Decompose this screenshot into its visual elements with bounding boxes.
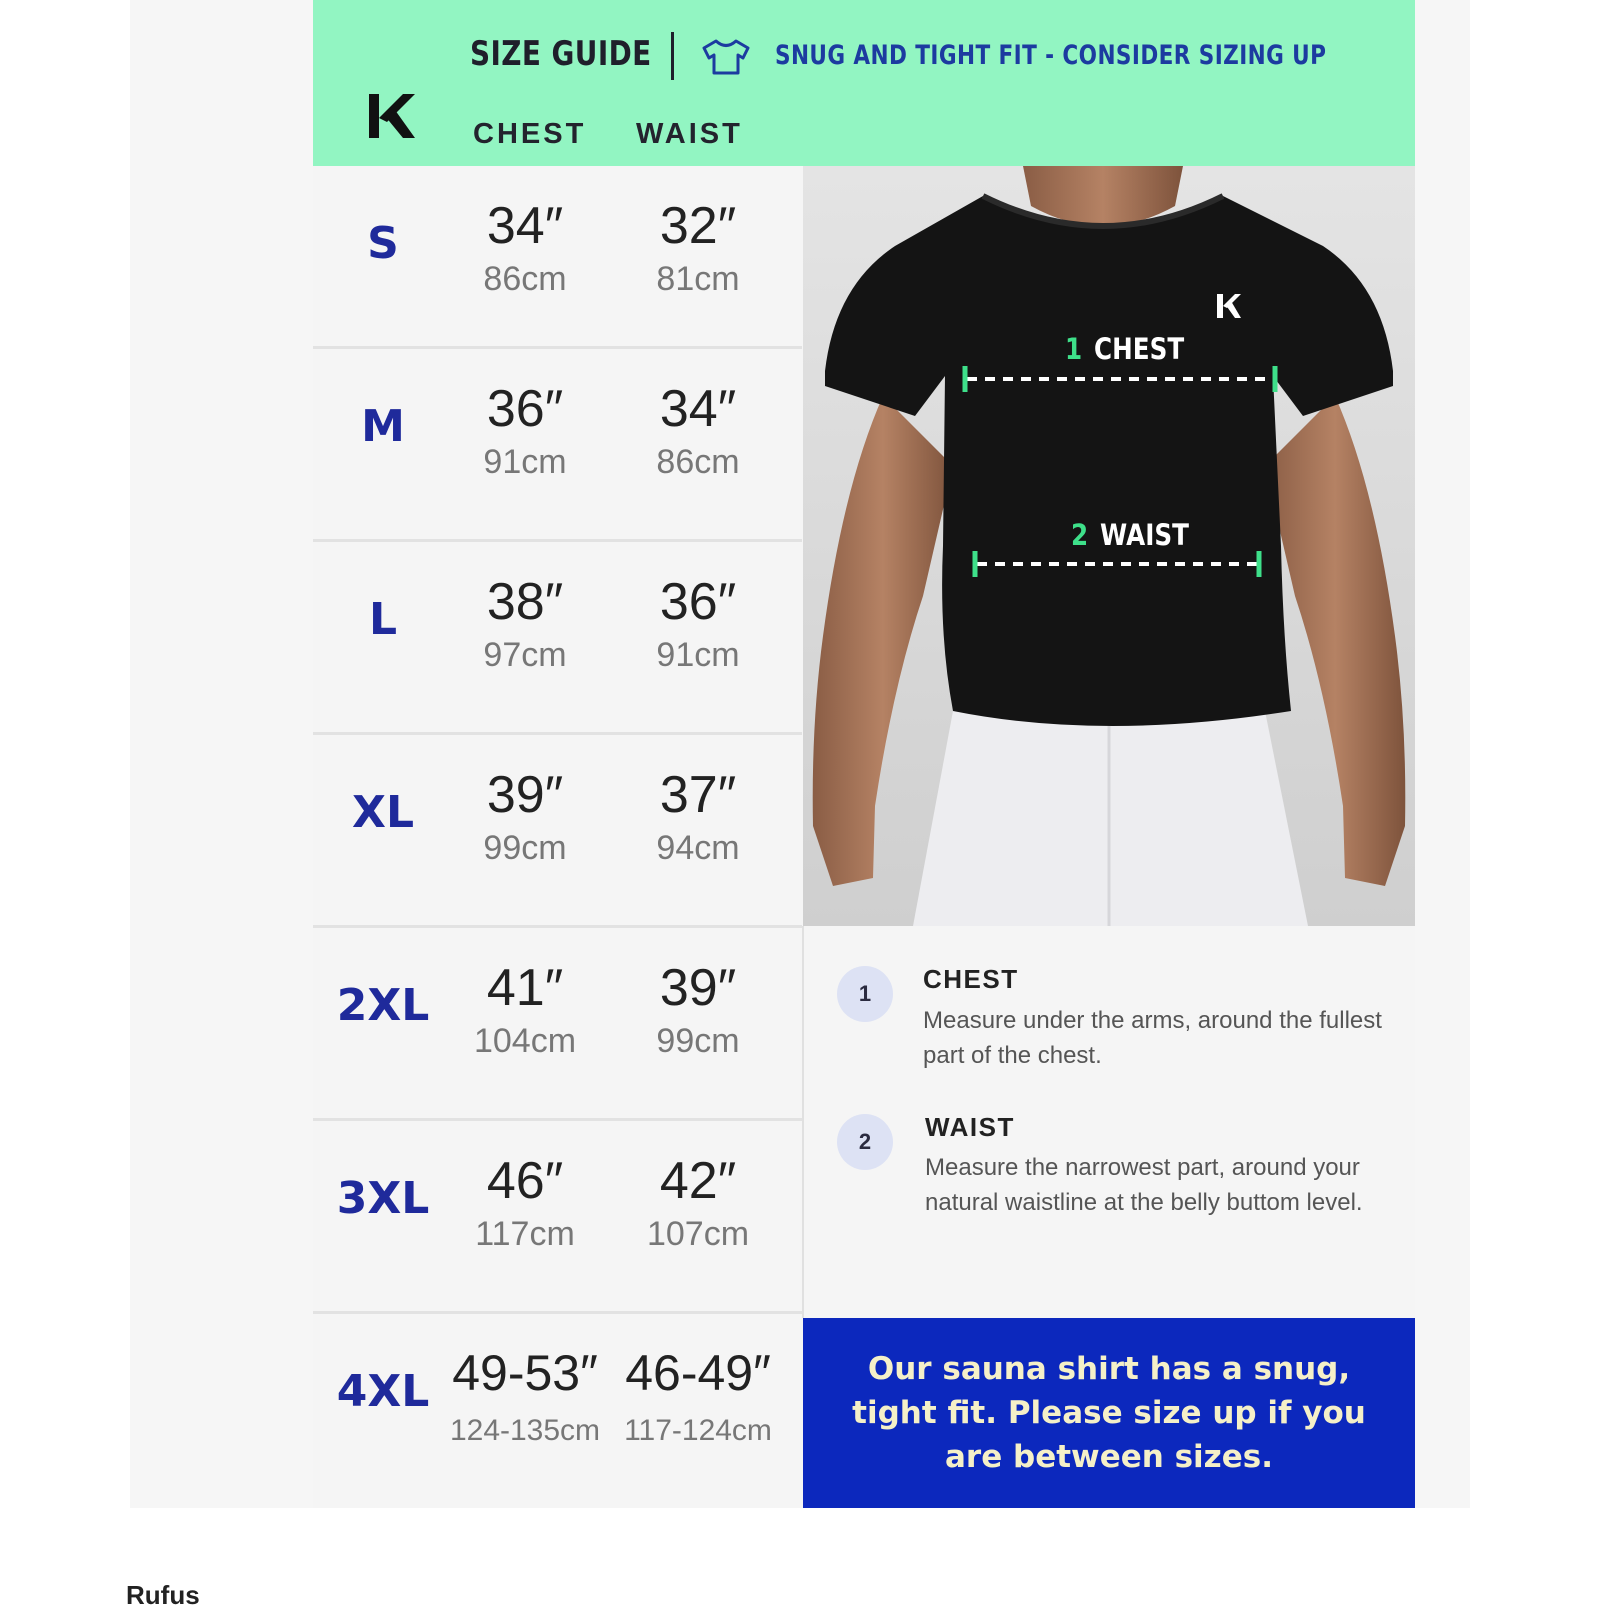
chest-cm: 91cm bbox=[483, 443, 567, 481]
fit-note: SNUG AND TIGHT FIT - CONSIDER SIZING UP bbox=[775, 40, 1327, 71]
size-label: 2XL bbox=[336, 980, 430, 1031]
chest-inches: 38″ bbox=[486, 573, 564, 631]
waist-measure-number: 2 bbox=[1071, 518, 1089, 552]
column-header-waist: WAIST bbox=[636, 118, 743, 150]
waist-cm: 107cm bbox=[646, 1215, 750, 1253]
waist-inches: 32″ bbox=[659, 197, 737, 255]
waist-cm: 91cm bbox=[656, 636, 740, 674]
page-title: SIZE GUIDE bbox=[470, 34, 652, 74]
chest-inches: 41″ bbox=[486, 959, 564, 1017]
chest-cm: 124-135cm bbox=[449, 1414, 601, 1447]
step-number-badge: 2 bbox=[837, 1114, 893, 1170]
waist-cm: 94cm bbox=[656, 829, 740, 867]
step-text-chest: Measure under the arms, around the fullest part of the chest. bbox=[923, 1007, 1382, 1069]
waist-measure-text: WAIST bbox=[1100, 518, 1189, 552]
size-row-xl bbox=[313, 732, 802, 925]
chest-cm: 104cm bbox=[473, 1022, 577, 1060]
size-label: M bbox=[361, 401, 405, 452]
size-row-m bbox=[313, 346, 802, 539]
chest-measure-number: 1 bbox=[1065, 332, 1083, 366]
waist-cm: 86cm bbox=[656, 443, 740, 481]
waist-inches: 42″ bbox=[659, 1152, 737, 1210]
chest-measure-text: CHEST bbox=[1094, 332, 1185, 366]
size-row-l bbox=[313, 539, 802, 732]
column-divider bbox=[802, 926, 804, 1318]
waist-cm: 81cm bbox=[656, 260, 740, 298]
size-label: 3XL bbox=[336, 1173, 430, 1224]
size-label: 4XL bbox=[336, 1366, 430, 1417]
k-logo-icon bbox=[365, 90, 415, 142]
chest-measure-label bbox=[1065, 332, 1184, 366]
footer-label: Rufus bbox=[126, 1580, 200, 1610]
size-row-2xl bbox=[313, 925, 802, 1118]
waist-cm: 99cm bbox=[656, 1022, 740, 1060]
waist-measure-label bbox=[1071, 518, 1189, 552]
size-label: S bbox=[367, 218, 399, 269]
step-text-waist: Measure the narrowest part, around your natural waistline at the belly buttom level. bbox=[925, 1154, 1363, 1216]
chest-cm: 117cm bbox=[475, 1215, 575, 1253]
title-divider bbox=[671, 32, 674, 80]
size-row-3xl bbox=[313, 1118, 802, 1311]
chest-inches: 39″ bbox=[486, 766, 564, 824]
waist-inches: 46-49″ bbox=[625, 1345, 771, 1401]
chest-inches: 34″ bbox=[486, 197, 564, 255]
model-photo bbox=[803, 166, 1415, 926]
size-row-4xl bbox=[313, 1311, 802, 1504]
chest-inches: 36″ bbox=[486, 380, 564, 438]
size-row-s bbox=[313, 166, 802, 359]
waist-inches: 34″ bbox=[659, 380, 737, 438]
size-label: L bbox=[368, 594, 398, 645]
waist-inches: 37″ bbox=[659, 766, 737, 824]
waist-inches: 39″ bbox=[659, 959, 737, 1017]
chest-inches: 49-53″ bbox=[452, 1345, 598, 1401]
chest-inches: 46″ bbox=[486, 1152, 564, 1210]
chest-cm: 97cm bbox=[483, 636, 567, 674]
size-guide-card bbox=[313, 0, 1415, 1508]
sizing-advice-banner bbox=[803, 1318, 1415, 1508]
chest-cm: 86cm bbox=[483, 260, 567, 298]
chest-cm: 99cm bbox=[483, 829, 567, 867]
size-guide-header bbox=[313, 0, 1415, 166]
step-title-chest: CHEST bbox=[923, 964, 1019, 994]
step-number-badge: 1 bbox=[837, 966, 893, 1022]
sizing-advice-text: Our sauna shirt has a snug, tight fit. Please size up if you are between sizes. bbox=[852, 1351, 1366, 1475]
waist-cm: 117-124cm bbox=[624, 1414, 772, 1447]
tshirt-icon bbox=[700, 38, 752, 76]
column-header-chest: CHEST bbox=[473, 118, 587, 150]
step-title-waist: WAIST bbox=[925, 1112, 1015, 1142]
waist-inches: 36″ bbox=[659, 573, 737, 631]
size-label: XL bbox=[352, 787, 414, 838]
